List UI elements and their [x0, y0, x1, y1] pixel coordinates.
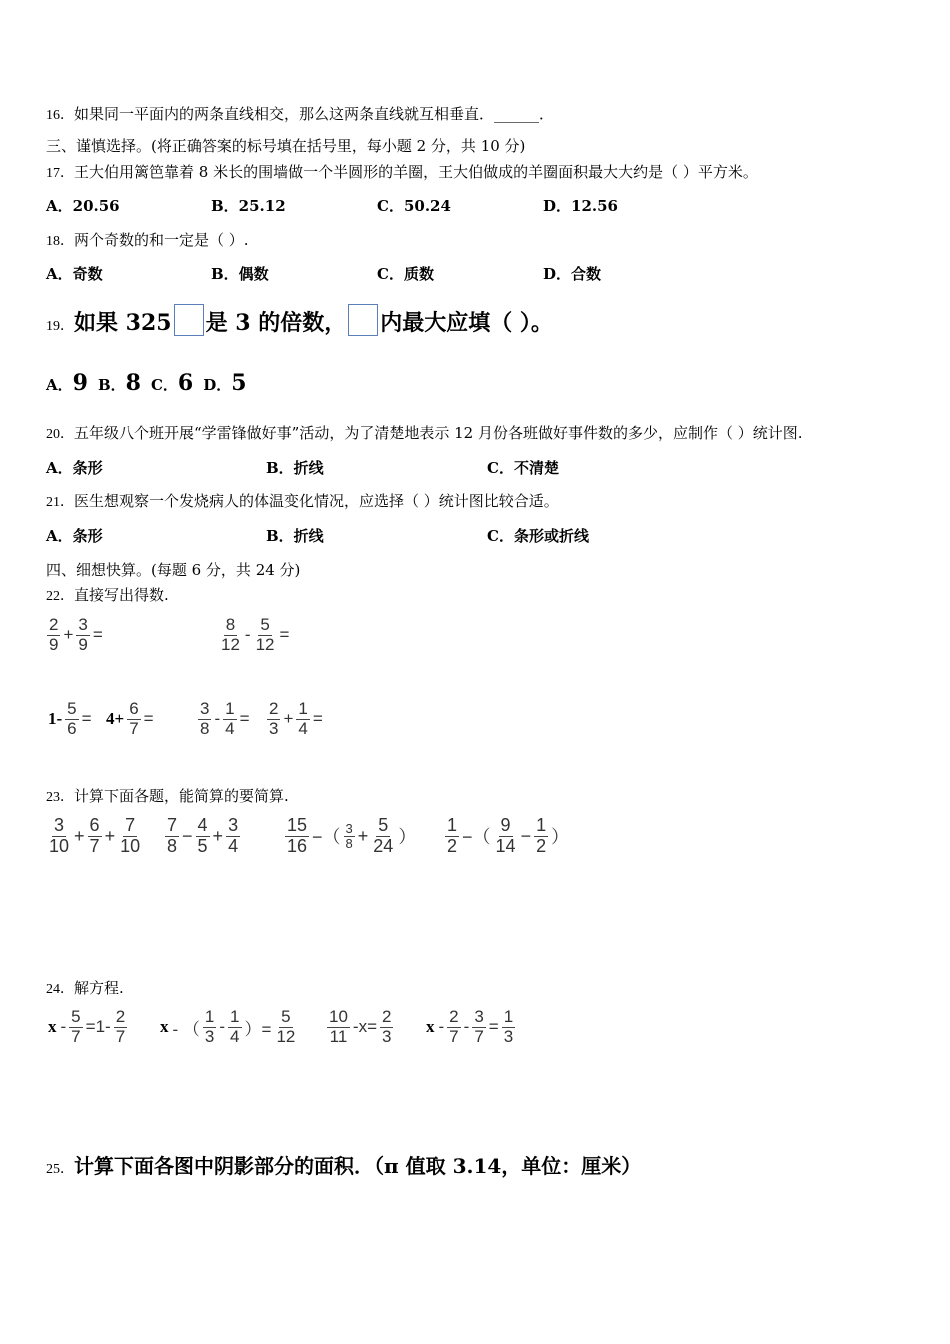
question-text: 两个奇数的和一定是（ ）.: [74, 231, 249, 249]
fraction: [88, 816, 102, 857]
option-a[interactable]: A．条形: [46, 459, 103, 477]
denominator: 3: [503, 1026, 514, 1046]
fraction: [327, 1008, 350, 1046]
question-text-1: 如果 325: [74, 310, 172, 336]
expr-q22c: [46, 700, 94, 738]
expr-q24c: [326, 1008, 394, 1046]
fraction: [69, 1008, 82, 1046]
numerator: 2: [269, 699, 279, 718]
operator: +: [357, 825, 369, 846]
denominator: 10: [120, 835, 141, 856]
option-b-label: B．: [97, 376, 126, 394]
operator: +: [63, 625, 74, 645]
numerator: 8: [225, 615, 236, 634]
question-text: 计算下面各题，能简算的要简算.: [74, 787, 289, 805]
operator: -: [244, 625, 251, 645]
question-number: 16．: [46, 108, 74, 123]
numerator: 6: [89, 815, 100, 835]
variable: x: [426, 1017, 435, 1037]
numerator: 2: [115, 1007, 126, 1026]
fraction: [165, 816, 179, 857]
numerator: 2: [49, 615, 59, 634]
question-number: 25．: [46, 1162, 74, 1177]
operator: - （: [172, 1019, 200, 1039]
question-text: 五年级八个班开展“学雷锋做好事”活动，为了清楚地表示 12 月份各班做好事件数的多少，应制作（ ）统计图.: [74, 424, 803, 442]
operator: −: [182, 825, 193, 846]
fraction: [285, 816, 309, 857]
option-c[interactable]: C．50.24: [377, 197, 451, 215]
fraction: [254, 616, 277, 654]
fraction: [226, 816, 240, 857]
question-22: [46, 585, 169, 607]
numerator: 1: [447, 815, 458, 835]
fraction: [219, 616, 242, 654]
numerator: 5: [67, 699, 77, 718]
variable: x: [48, 1017, 57, 1037]
section-4-title: 四、细想快算。(每题 6 分，共 24 分): [46, 561, 301, 579]
numerator: 7: [125, 815, 136, 835]
fraction: [267, 700, 280, 738]
operator: −（: [462, 827, 491, 848]
numerator: 2: [449, 1007, 459, 1026]
option-c[interactable]: C．质数: [377, 265, 434, 283]
numerator: 3: [54, 815, 65, 835]
prefix: 4+: [106, 709, 125, 729]
option-a[interactable]: A．条形: [46, 527, 103, 545]
option-c[interactable]: 6: [177, 370, 194, 396]
fraction: [114, 1008, 127, 1046]
option-d-label: D．: [203, 376, 232, 394]
numerator: 3: [200, 699, 210, 718]
q19-options: [46, 370, 247, 398]
question-23: [46, 786, 289, 808]
question-21: [46, 491, 559, 513]
question-25: [46, 1152, 641, 1184]
fraction: [296, 700, 309, 738]
expr-q24d: [424, 1008, 516, 1046]
expr-q23c: [284, 816, 418, 857]
numerator: 4: [197, 815, 208, 835]
section-3-title: 三、谨慎选择。(将正确答案的标号填在括号里，每小题 2 分，共 10 分): [46, 137, 526, 155]
operator: -: [60, 1017, 67, 1037]
option-a[interactable]: A．奇数: [46, 265, 103, 283]
numerator: 6: [129, 699, 139, 718]
expr-q22e: [197, 700, 252, 738]
question-number: 24．: [46, 982, 74, 997]
numerator: 3: [474, 1007, 484, 1026]
equals: =: [312, 709, 323, 729]
question-16: [46, 104, 554, 126]
option-d[interactable]: 5: [231, 370, 247, 396]
option-a[interactable]: 9: [72, 370, 88, 396]
numerator: 1: [503, 1007, 514, 1026]
answer-blank[interactable]: ______: [494, 105, 540, 123]
question-number: 18．: [46, 234, 74, 249]
operator: −: [520, 825, 532, 846]
numerator: 1: [536, 815, 547, 835]
question-number: 23．: [46, 790, 74, 805]
denominator: 3: [382, 1026, 392, 1046]
operator: +: [104, 825, 116, 846]
numerator: 15: [287, 815, 308, 835]
fraction: [47, 816, 71, 857]
denominator: 6: [67, 718, 77, 738]
denominator: 12: [255, 634, 275, 654]
question-text: 解方程.: [74, 979, 124, 997]
option-c[interactable]: C．条形或折线: [487, 527, 589, 545]
numerator: 5: [281, 1007, 291, 1026]
fraction: [223, 700, 236, 738]
fraction: [445, 816, 459, 857]
question-text-2: 是 3 的倍数，: [205, 310, 347, 336]
question-19: [46, 304, 553, 343]
denominator: 24: [373, 835, 394, 856]
expr-q23b: [164, 816, 241, 857]
expr-q22f: [266, 700, 325, 738]
denominator: 7: [129, 718, 139, 738]
numerator: 5: [71, 1007, 81, 1026]
operator: −（: [312, 827, 341, 848]
paren: ）: [551, 827, 570, 848]
denominator: 7: [115, 1026, 126, 1046]
option-b[interactable]: 8: [125, 370, 141, 396]
fraction: [502, 1008, 515, 1046]
denominator: 14: [495, 835, 516, 856]
numerator: 2: [382, 1007, 392, 1026]
option-d[interactable]: D．合数: [543, 265, 602, 283]
fraction: [447, 1008, 460, 1046]
equals: =1-: [85, 1017, 111, 1037]
denominator: 8: [345, 835, 353, 851]
variable: x: [160, 1017, 169, 1037]
numerator: 1: [298, 699, 308, 718]
numerator: 3: [345, 820, 353, 836]
operator: +: [74, 825, 85, 846]
operator: +: [283, 709, 294, 729]
question-24: [46, 978, 124, 1000]
denominator: 5: [197, 835, 208, 856]
denominator: 2: [447, 835, 458, 856]
expr-q22b: [218, 616, 291, 654]
denominator: 3: [204, 1026, 215, 1046]
denominator: 7: [474, 1026, 484, 1046]
expr-q22d: [104, 700, 156, 738]
expr-q22a: [46, 616, 105, 654]
equals: =: [143, 709, 154, 729]
denominator: 8: [200, 718, 210, 738]
answer-box[interactable]: [348, 304, 378, 336]
equals: =: [239, 709, 250, 729]
expr-q24b: [158, 1008, 298, 1046]
operator: -x=: [352, 1017, 378, 1037]
option-a[interactable]: A．20.56: [46, 197, 120, 215]
expr-q24a: [46, 1008, 128, 1046]
fraction: [344, 822, 355, 852]
fraction: [127, 700, 140, 738]
question-20: [46, 423, 803, 445]
denominator: 2: [536, 835, 547, 856]
fraction: [76, 616, 89, 654]
equals: =: [279, 625, 290, 645]
operator: -: [463, 1017, 470, 1037]
equals: =: [81, 709, 92, 729]
denominator: 12: [276, 1026, 296, 1046]
denominator: 4: [228, 835, 239, 856]
question-number: 19．: [46, 319, 74, 334]
fraction: [534, 816, 548, 857]
answer-box[interactable]: [174, 304, 204, 336]
question-text: 医生想观察一个发烧病人的体温变化情况，应选择（ ）统计图比较合适。: [74, 492, 559, 510]
fraction: [494, 816, 518, 857]
option-c[interactable]: C．不清楚: [487, 459, 559, 477]
punct: ．: [539, 105, 555, 123]
option-b[interactable]: B．25.12: [211, 197, 286, 215]
equals: ）=: [244, 1019, 272, 1039]
numerator: 3: [78, 615, 88, 634]
paren: ）: [398, 827, 417, 848]
numerator: 1: [204, 1007, 215, 1026]
operator: -: [438, 1017, 445, 1037]
option-b[interactable]: B．折线: [266, 459, 324, 477]
question-text-3: 内最大应填（ ）。: [380, 310, 553, 336]
denominator: 11: [329, 1026, 348, 1046]
numerator: 9: [500, 815, 511, 835]
operator: -: [214, 709, 221, 729]
fraction: [472, 1008, 485, 1046]
numerator: 7: [167, 815, 178, 835]
question-number: 21．: [46, 495, 74, 510]
fraction: [228, 1008, 241, 1046]
option-a-label: A．: [46, 376, 73, 394]
denominator: 4: [230, 1026, 240, 1046]
operator: +: [212, 825, 224, 846]
denominator: 9: [49, 634, 59, 654]
fraction: [198, 700, 211, 738]
denominator: 9: [78, 634, 88, 654]
denominator: 16: [287, 835, 308, 856]
fraction: [380, 1008, 393, 1046]
denominator: 12: [221, 634, 240, 654]
fraction: [203, 1008, 216, 1046]
numerator: 5: [378, 815, 389, 835]
question-text: 直接写出得数.: [74, 586, 169, 604]
equals: =: [92, 625, 103, 645]
option-b[interactable]: B．偶数: [211, 265, 269, 283]
denominator: 7: [71, 1026, 81, 1046]
option-d[interactable]: D．12.56: [543, 197, 618, 215]
denominator: 7: [89, 835, 100, 856]
fraction: [196, 816, 210, 857]
expr-q23d: [444, 816, 571, 857]
fraction: [65, 700, 78, 738]
numerator: 1: [230, 1007, 240, 1026]
denominator: 4: [225, 718, 235, 738]
denominator: 8: [167, 835, 178, 856]
question-number: 17．: [46, 166, 74, 181]
denominator: 7: [449, 1026, 459, 1046]
numerator: 1: [225, 699, 235, 718]
fraction: [118, 816, 142, 857]
denominator: 4: [298, 718, 308, 738]
question-number: 20．: [46, 427, 74, 442]
numerator: 5: [260, 615, 270, 634]
numerator: 10: [329, 1007, 348, 1026]
numerator: 3: [228, 815, 239, 835]
fraction: [371, 816, 395, 857]
question-number: 22．: [46, 589, 74, 604]
option-b[interactable]: B．折线: [266, 527, 324, 545]
denominator: 3: [269, 718, 279, 738]
fraction: [47, 616, 60, 654]
option-c-label: C．: [150, 376, 178, 394]
operator: -: [219, 1017, 226, 1037]
prefix: 1-: [48, 709, 63, 729]
equals: =: [488, 1017, 499, 1037]
question-text: 如果同一平面内的两条直线相交，那么这两条直线就互相垂直．: [74, 105, 495, 123]
denominator: 10: [49, 835, 70, 856]
question-text: 王大伯用篱笆靠着 8 米长的围墙做一个半圆形的羊圈，王大伯做成的羊圈面积最大大约是（ ）平方米。: [74, 163, 758, 181]
fraction: [274, 1008, 297, 1046]
question-text: 计算下面各图中阴影部分的面积．（π 值取 3.14，单位：厘米）: [74, 1154, 642, 1178]
expr-q23a: [46, 816, 143, 857]
question-18: [46, 230, 249, 252]
question-17: [46, 162, 758, 184]
